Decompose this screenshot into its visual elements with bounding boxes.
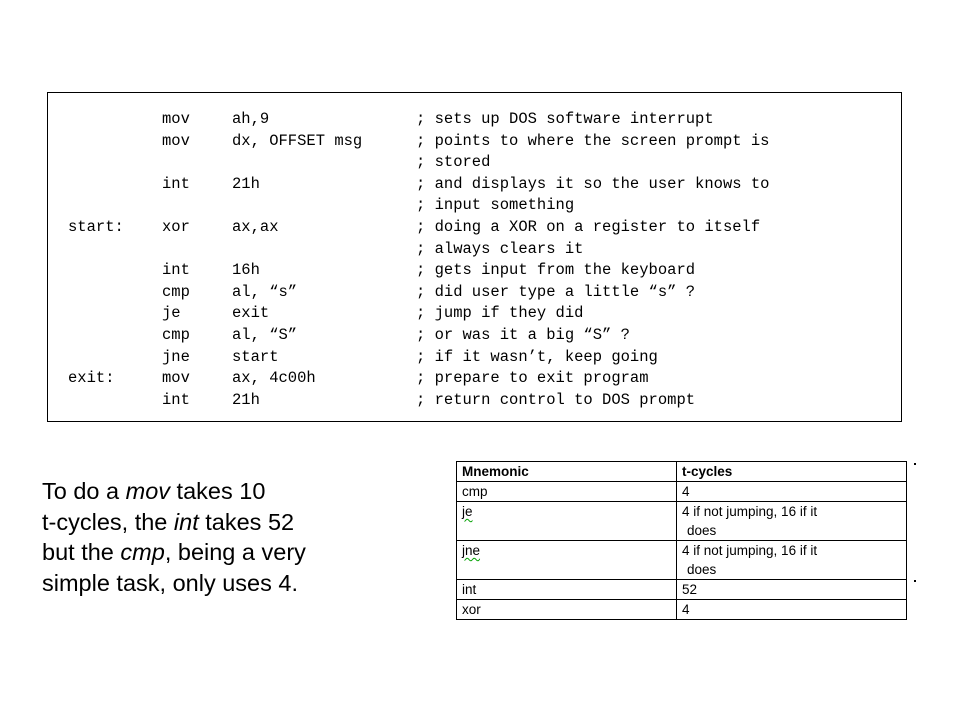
code-operands: ax,ax: [232, 218, 279, 236]
cell-mnemonic: cmp: [457, 482, 677, 502]
code-comment: ; return control to DOS prompt: [416, 390, 696, 409]
description-italic: mov: [125, 478, 171, 504]
code-mnemonic: int: [162, 390, 190, 409]
code-line: [48, 282, 696, 303]
description-text: [42, 476, 422, 598]
code-line: [48, 195, 575, 216]
cell-cycles-line: 4 if not jumping, 16 if it: [682, 543, 818, 558]
cell-cycles: [677, 482, 907, 502]
cell-cycles-line: 4: [682, 602, 690, 617]
code-mnemonic: int: [162, 261, 190, 280]
code-line: [48, 131, 770, 152]
code-operands: 21h: [232, 174, 260, 193]
table-edge-mark: [914, 463, 916, 465]
description-part: simple task, only uses 4.: [42, 569, 298, 596]
code-line: [48, 303, 584, 324]
description-italic: int: [173, 508, 199, 535]
code-operands: ah,9: [232, 110, 270, 128]
code-mnemonic: int: [162, 174, 190, 193]
code-comment: ; input something: [416, 196, 575, 215]
cell-cycles-line: does: [687, 523, 717, 538]
code-listing-box: [47, 92, 902, 422]
code-mnemonic: xor: [162, 218, 190, 236]
code-mnemonic: mov: [162, 110, 190, 128]
code-operands: al, “s”: [232, 282, 298, 301]
cell-cycles: [677, 541, 907, 580]
description-line: [42, 568, 422, 599]
table-row: [457, 541, 907, 580]
t-cycles-table: [456, 461, 907, 620]
description-part: t-cycles, the: [42, 508, 174, 535]
code-comment: ; points to where the screen prompt is: [416, 131, 770, 150]
code-line: [48, 390, 696, 411]
code-mnemonic: cmp: [162, 326, 190, 344]
code-operands: 16h: [232, 261, 260, 280]
code-mnemonic: je: [162, 304, 181, 323]
code-label: exit:: [68, 369, 115, 388]
table-edge-mark: [914, 580, 916, 582]
cell-cycles-line: 52: [682, 582, 698, 597]
code-comment: ; if it wasn’t, keep going: [416, 347, 658, 366]
header-mnemonic: Mnemonic: [457, 462, 677, 482]
code-line: [48, 368, 649, 389]
cell-cycles-line: does: [687, 562, 717, 577]
cell-cycles-line: 4: [682, 484, 690, 499]
code-mnemonic: mov: [162, 369, 190, 388]
code-comment: ; gets input from the keyboard: [416, 261, 696, 280]
table-row: [457, 600, 907, 620]
description-line: [42, 537, 422, 568]
cell-mnemonic: [457, 502, 677, 541]
cell-cycles: [677, 580, 907, 600]
table-row: [457, 502, 907, 541]
cell-cycles-line: 4 if not jumping, 16 if it: [682, 504, 818, 519]
code-operands: start: [232, 347, 279, 366]
code-operands: 21h: [232, 390, 260, 409]
code-mnemonic: mov: [162, 131, 190, 150]
cell-mnemonic: [457, 541, 677, 580]
code-comment: ; jump if they did: [416, 304, 584, 323]
code-line: [48, 260, 696, 281]
table-header-row: [457, 462, 907, 482]
code-label: start:: [68, 218, 124, 236]
code-line: [48, 174, 770, 195]
code-line: [48, 325, 630, 346]
code-line: [48, 239, 584, 260]
code-comment: ; doing a XOR on a register to itself: [416, 218, 761, 236]
description-part: but the: [42, 539, 121, 565]
code-comment: ; did user type a little “s” ?: [416, 282, 696, 301]
description-italic: cmp: [120, 539, 165, 565]
description-line: [42, 507, 422, 538]
code-comment: ; prepare to exit program: [416, 369, 649, 388]
code-mnemonic: jne: [162, 347, 190, 366]
cell-mnemonic-text: je: [462, 504, 473, 519]
code-operands: dx, OFFSET msg: [232, 131, 363, 150]
description-part: , being a very: [164, 539, 306, 565]
header-t-cycles: t-cycles: [677, 462, 907, 482]
cell-mnemonic-text: jne: [462, 543, 481, 558]
code-line: [48, 347, 658, 368]
code-line: [48, 109, 714, 130]
cell-cycles: [677, 600, 907, 620]
description-part: To do a: [42, 478, 126, 504]
description-line: [42, 476, 422, 507]
code-operands: ax, 4c00h: [232, 369, 316, 388]
cell-mnemonic: xor: [457, 600, 677, 620]
cell-cycles: [677, 502, 907, 541]
code-line: [48, 152, 491, 173]
code-mnemonic: cmp: [162, 282, 190, 301]
table-row: [457, 482, 907, 502]
description-part: takes 10: [170, 478, 266, 504]
code-operands: al, “S”: [232, 326, 298, 344]
code-line: [48, 217, 761, 238]
code-comment: ; sets up DOS software interrupt: [416, 110, 714, 128]
table-row: [457, 580, 907, 600]
cell-mnemonic: int: [457, 580, 677, 600]
code-comment: ; stored: [416, 153, 491, 172]
code-comment: ; always clears it: [416, 239, 584, 258]
code-comment: ; and displays it so the user knows to: [416, 174, 770, 193]
code-operands: exit: [232, 304, 270, 323]
description-part: takes 52: [198, 508, 295, 535]
code-comment: ; or was it a big “S” ?: [416, 326, 630, 344]
